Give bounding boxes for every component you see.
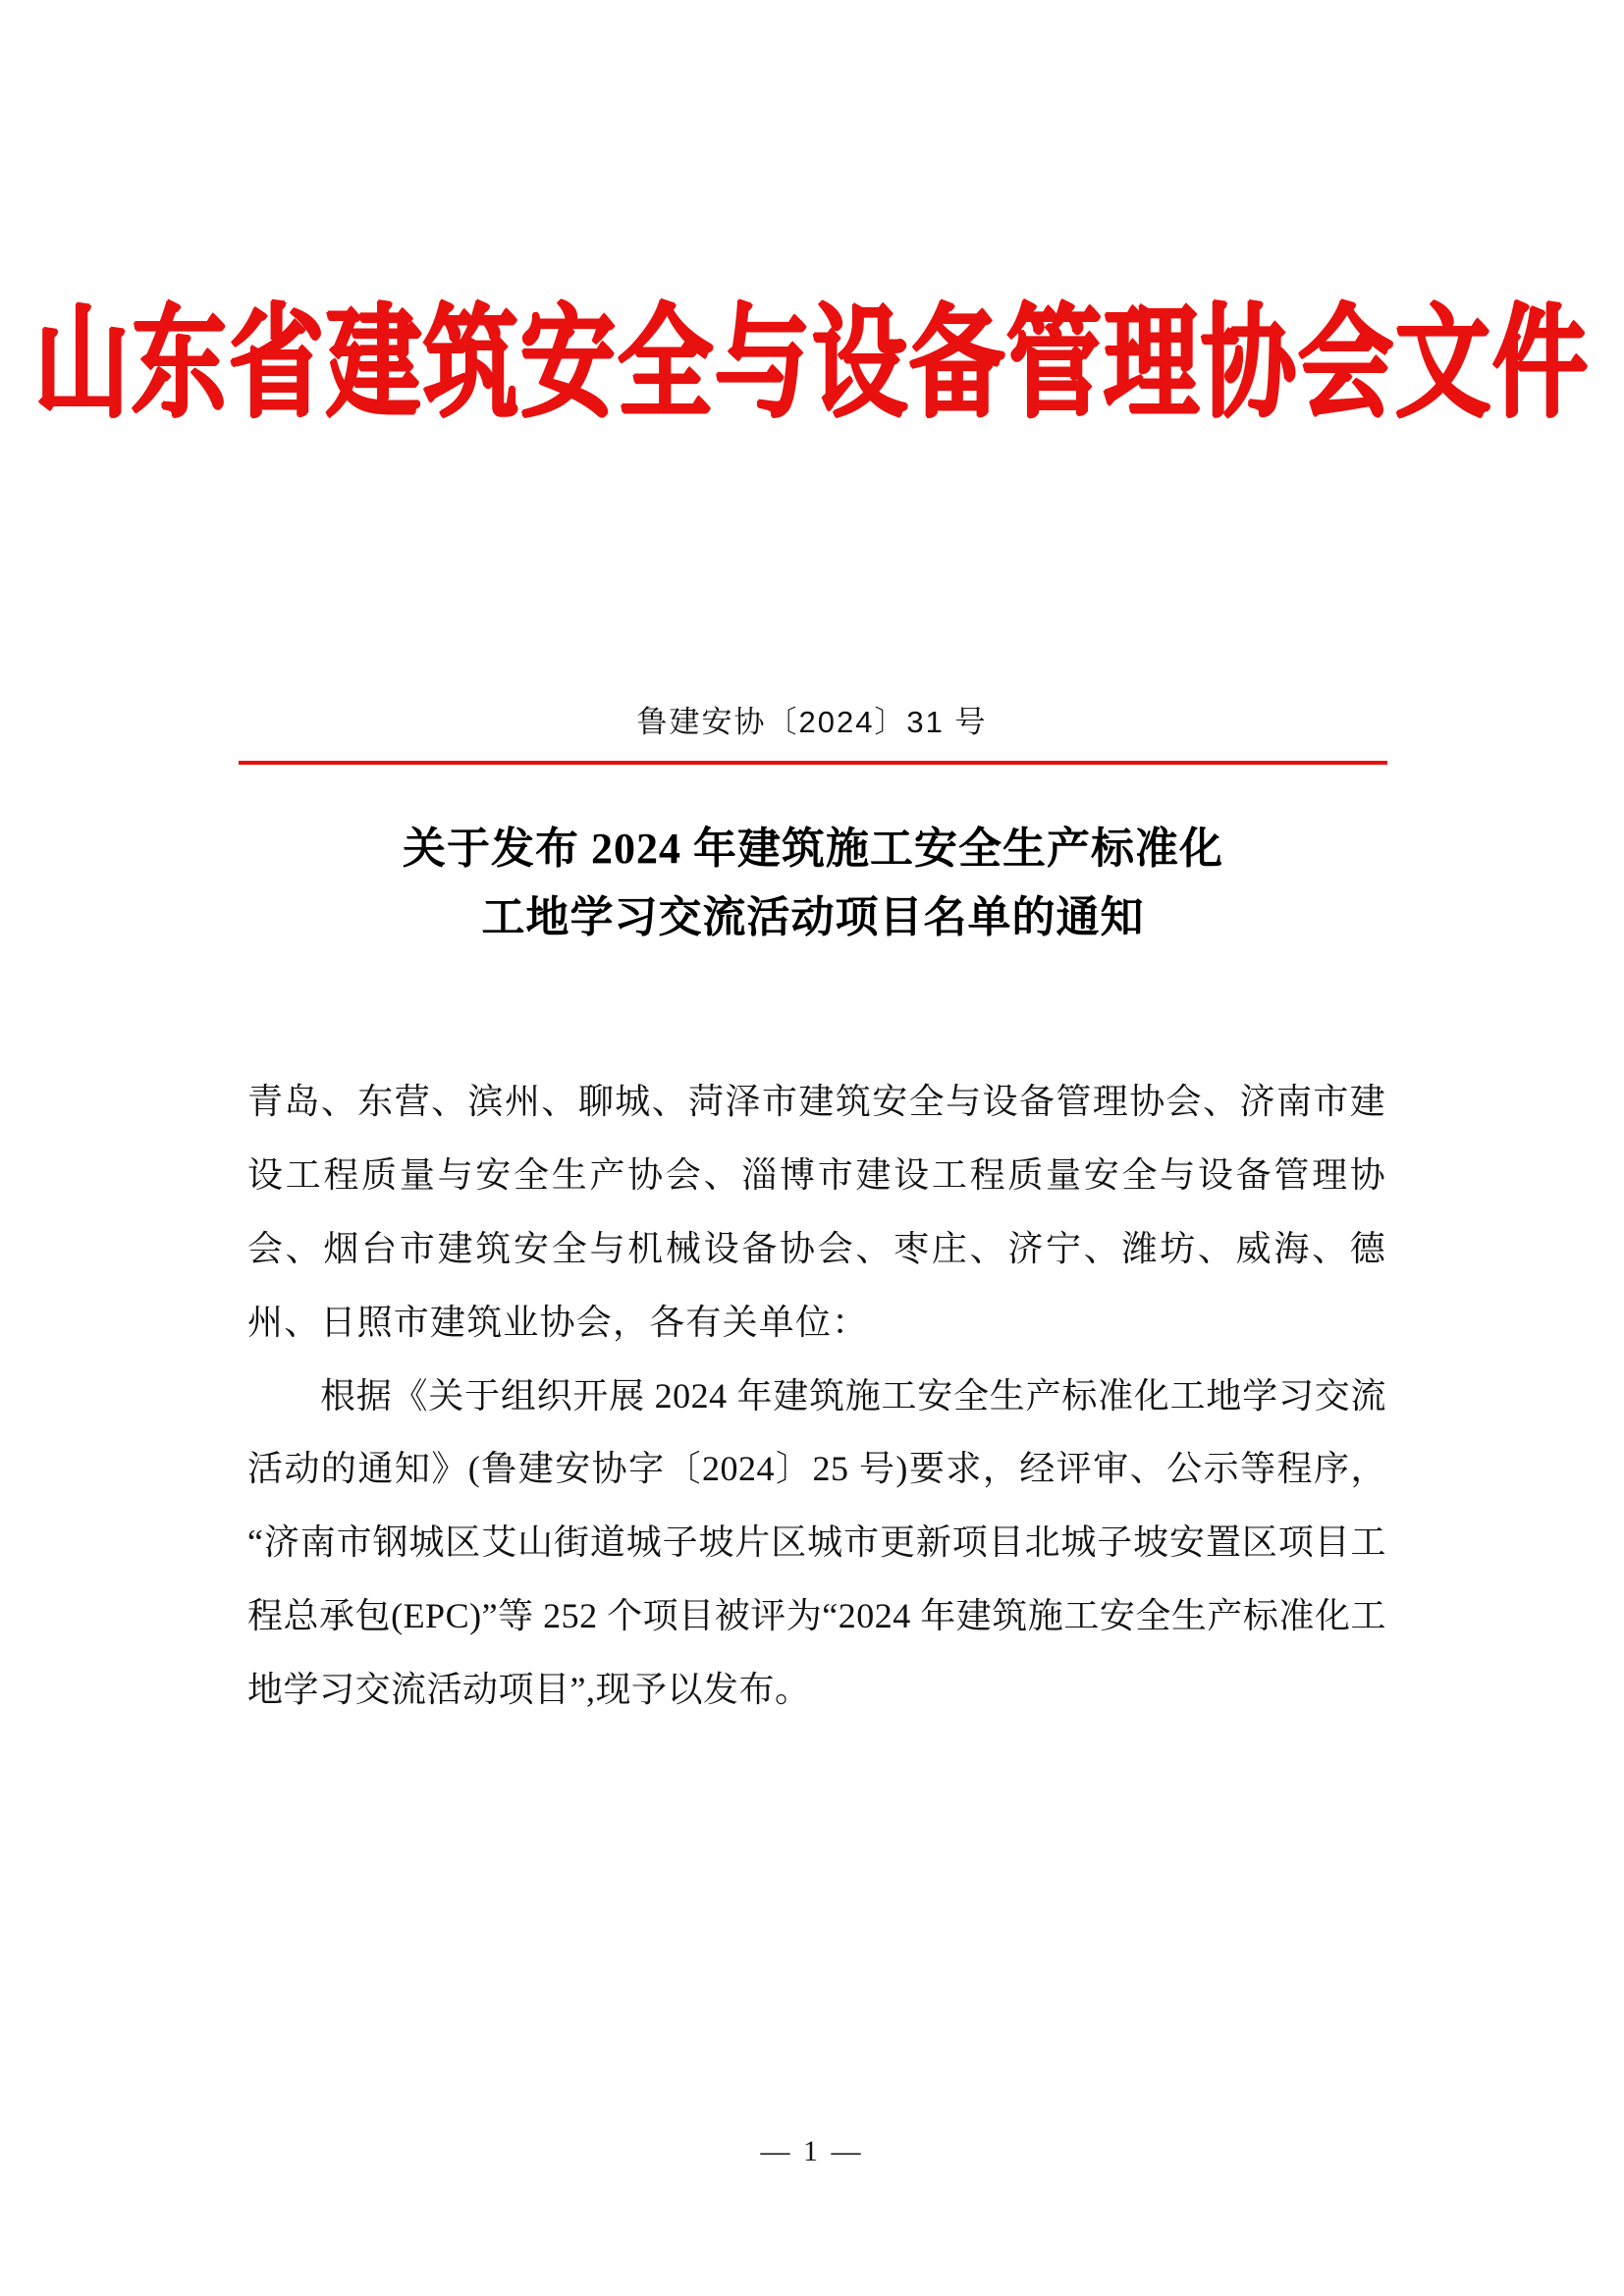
page-title-line-1: 关于发布 2024 年建筑施工安全生产标准化	[403, 825, 1223, 873]
page-title-line-2: 工地学习交流活动项目名单的通知	[481, 892, 1145, 941]
page-title	[239, 815, 1387, 951]
page-number-footer: — 1 —	[760, 2135, 864, 2167]
body-paragraph-1: 根据《关于组织开展 2024 年建筑施工安全生产标准化工地学习交流活动的通知》(鲁建安协字〔2024〕25 号)要求，经评审、公示等程序，“济南市钢城区艾山街道城子坡片区城市更新项目北城子坡安置区项目工程总承包(EPC)”等 252 个项目被评为“2024 年建筑施工安全生产标准化工地学习交流活动项目”,现予以发布。	[247, 1375, 1386, 1709]
document-number: 鲁建安协〔2024〕31 号	[636, 705, 988, 739]
red-divider-rule	[239, 761, 1387, 765]
letterhead	[0, 294, 1624, 432]
body-addressee: 青岛、东营、滨州、聊城、菏泽市建筑安全与设备管理协会、济南市建设工程质量与安全生产协会、淄博市建设工程质量安全与设备管理协会、烟台市建筑安全与机械设备协会、枣庄、济宁、潍坊、威海、德州、日照市建筑业协会，各有关单位：	[247, 1082, 1386, 1342]
document-body	[247, 1065, 1386, 1727]
letterhead-title: 山东省建筑安全与设备管理协会文件	[34, 296, 1590, 432]
